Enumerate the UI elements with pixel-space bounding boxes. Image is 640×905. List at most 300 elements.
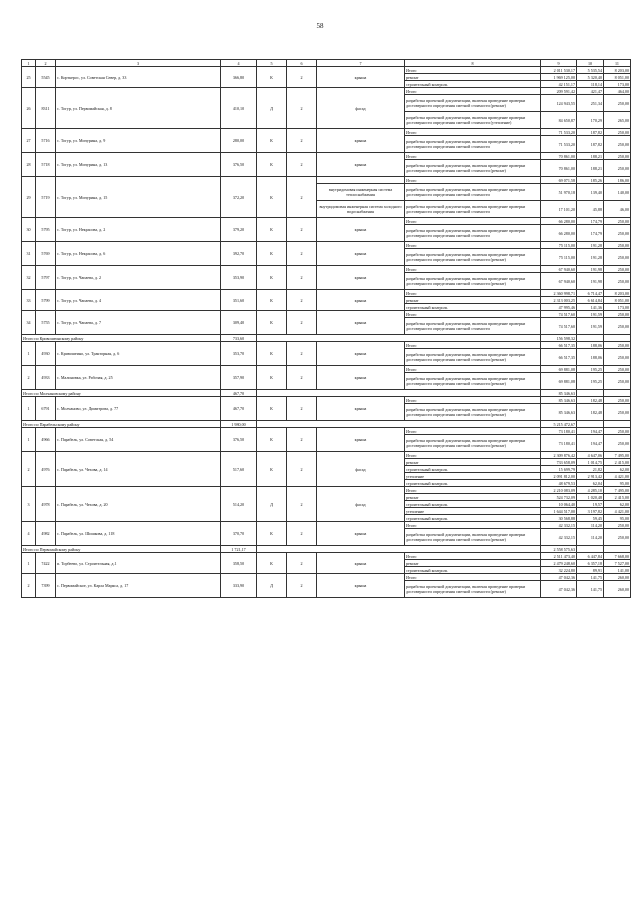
table-row <box>22 342 631 349</box>
table-row <box>22 311 631 318</box>
work-description: разработка проектной документации, включая проведение проверки достоверности определения сметной стоимости (ремонт) <box>405 349 541 366</box>
house-area: 379,20 <box>221 218 257 242</box>
header-cell: 9 <box>541 60 577 67</box>
table-row <box>22 153 631 160</box>
work-description: разработка проектной документации, включая проведение проверки достоверности определения сметной стоимости <box>405 225 541 242</box>
row-number: 31 <box>22 242 36 266</box>
house-address: с. Тогур, ул. Некрасова, д. 6 <box>56 242 221 266</box>
work-description: ремонт <box>405 494 541 501</box>
house-address: с. Тогур, ул. Чапаева, д. 4 <box>56 290 221 311</box>
work-description: Итого <box>405 266 541 273</box>
house-address: с. Тогур, ул. Первомайская, д. 8 <box>56 88 221 129</box>
empty-cell <box>257 390 541 397</box>
row-number: 29 <box>22 177 36 218</box>
cost-total: 2 210 083,09 <box>541 487 577 494</box>
limit-per-m2: 7 495,00 <box>604 487 631 494</box>
cost-per-m2: 195,25 <box>577 373 604 390</box>
work-type: крыша <box>317 342 405 366</box>
cost-per-m2: 182,48 <box>577 404 604 421</box>
material-code: К <box>257 452 287 487</box>
row-number: 1 <box>22 342 36 366</box>
floors-count: 2 <box>287 553 317 574</box>
work-description: Итого <box>405 311 541 318</box>
cost-per-m2: 114,20 <box>577 529 604 546</box>
capital-repair-table <box>21 59 631 598</box>
cost-per-m2: 195,25 <box>577 366 604 373</box>
empty-cell <box>604 421 631 428</box>
house-address: с. Молчаново, ул. Димитрова, д. 77 <box>56 397 221 421</box>
house-address: с. Первомайское, ул. Карла Маркса, д. 17 <box>56 574 221 598</box>
cost-per-m2: 174,79 <box>577 225 604 242</box>
floors-count: 2 <box>287 428 317 452</box>
work-description: разработка проектной документации, включая проведение проверки достоверности определения сметной стоимости (ремонт) <box>405 249 541 266</box>
district-total-label: Итого по Парабельскому району <box>22 421 221 428</box>
header-cell: 5 <box>257 60 287 67</box>
cost-total: 524 732,09 <box>541 494 577 501</box>
house-code: 7399 <box>36 574 56 598</box>
limit-per-m2: 250,00 <box>604 153 631 160</box>
cost-per-m2: 194,47 <box>577 428 604 435</box>
limit-per-m2: 250,00 <box>604 136 631 153</box>
cost-per-m2: 251,34 <box>577 95 604 112</box>
cost-total: 75 115,00 <box>541 249 577 266</box>
work-type: крыша <box>317 574 405 598</box>
house-area: 353,70 <box>221 342 257 366</box>
cost-per-m2: 5 535,54 <box>577 67 604 74</box>
cost-total: 73 180,41 <box>541 435 577 452</box>
cost-per-m2: 141,75 <box>577 574 604 581</box>
header-cell: 8 <box>405 60 541 67</box>
material-code: К <box>257 397 287 421</box>
work-type <box>317 177 405 184</box>
work-type: крыша <box>317 266 405 290</box>
floors-count: 2 <box>287 67 317 88</box>
house-code: 6791 <box>36 397 56 421</box>
district-total-sum: 85 346,63 <box>541 390 577 397</box>
house-code: 4976 <box>36 452 56 487</box>
cost-total: 47 995,46 <box>541 304 577 311</box>
cost-total: 1 969 125,00 <box>541 74 577 81</box>
district-total-sum: 156 598,32 <box>541 335 577 342</box>
limit-per-m2: 250,00 <box>604 129 631 136</box>
work-description: Итого <box>405 242 541 249</box>
cost-total: 2 011 530,17 <box>541 67 577 74</box>
table-row <box>22 487 631 494</box>
house-area: 333,90 <box>221 574 257 598</box>
floors-count: 2 <box>287 290 317 311</box>
table-row <box>22 242 631 249</box>
cost-per-m2: 19,57 <box>577 501 604 508</box>
house-area: 514,20 <box>221 487 257 522</box>
cost-total: 66 517,35 <box>541 349 577 366</box>
cost-total: 2 511 473,40 <box>541 553 577 560</box>
cost-total: 15 699,79 <box>541 466 577 473</box>
cost-total: 47 042,36 <box>541 574 577 581</box>
limit-per-m2: 141,00 <box>604 567 631 574</box>
cost-total: 69 881,08 <box>541 366 577 373</box>
cost-per-m2: 188,21 <box>577 160 604 177</box>
material-code: К <box>257 266 287 290</box>
work-description: строительный контроль <box>405 515 541 522</box>
house-address: с. Тогур, ул. Чапаева, д. 7 <box>56 311 221 335</box>
work-description: разработка проектной документации, включая проведение проверки достоверности определения сметной стоимости <box>405 201 541 218</box>
work-description: Итого <box>405 153 541 160</box>
material-code: Д <box>257 574 287 598</box>
floors-count: 2 <box>287 242 317 266</box>
work-description: Итого <box>405 428 541 435</box>
cost-per-m2: 118,14 <box>577 81 604 88</box>
floors-count: 2 <box>287 88 317 129</box>
house-area: 467,70 <box>221 397 257 421</box>
cost-total: 42 332,15 <box>541 529 577 546</box>
row-number: 1 <box>22 428 36 452</box>
cost-total: 71 533,20 <box>541 136 577 153</box>
work-type: фасад <box>317 487 405 522</box>
district-total-row <box>22 421 631 428</box>
empty-cell <box>604 335 631 342</box>
cost-per-m2: 6 614,84 <box>577 297 604 304</box>
limit-per-m2: 8 203,00 <box>604 67 631 74</box>
cost-per-m2: 4 647,06 <box>577 452 604 459</box>
cost-per-m2: 174,79 <box>577 218 604 225</box>
house-address: с. Парабель, ул. Чехова, д. 14 <box>56 452 221 487</box>
limit-per-m2: 46,00 <box>604 201 631 218</box>
limit-per-m2: 173,00 <box>604 304 631 311</box>
row-number: 2 <box>22 366 36 390</box>
work-description: Итого <box>405 574 541 581</box>
work-description: разработка проектной документации, включая проведение проверки достоверности определения сметной стоимости (ремонт) <box>405 273 541 290</box>
limit-per-m2: 173,00 <box>604 81 631 88</box>
cost-per-m2: 191,59 <box>577 318 604 335</box>
house-code: 5755 <box>36 311 56 335</box>
house-address: с. Корткерос, ул. Советская Север, д. 33 <box>56 67 221 88</box>
cost-total: 42 151,17 <box>541 81 577 88</box>
house-area: 357,90 <box>221 366 257 390</box>
work-type: крыша <box>317 522 405 546</box>
floors-count: 2 <box>287 218 317 242</box>
limit-per-m2: 95,00 <box>604 515 631 522</box>
work-type: фасад <box>317 88 405 129</box>
district-total-area: 733,60 <box>221 335 257 342</box>
floors-count: 2 <box>287 522 317 546</box>
cost-per-m2: 191,98 <box>577 273 604 290</box>
cost-total: 47 042,36 <box>541 581 577 598</box>
work-type: крыша <box>317 428 405 452</box>
work-description: Итого <box>405 397 541 404</box>
work-description: ремонт <box>405 74 541 81</box>
cost-per-m2: 5 320,40 <box>577 74 604 81</box>
cost-per-m2: 188,06 <box>577 349 604 366</box>
district-total-label: Итого по Молчановскому району <box>22 390 221 397</box>
cost-total: 67 940,60 <box>541 266 577 273</box>
work-description: строительный контроль <box>405 501 541 508</box>
work-description: Итого <box>405 553 541 560</box>
floors-count: 2 <box>287 574 317 598</box>
house-address: с. Тогур, ул. Мичурина, д. 13 <box>56 153 221 177</box>
limit-per-m2: 260,00 <box>604 581 631 598</box>
empty-cell <box>577 335 604 342</box>
cost-total: 30 568,88 <box>541 515 577 522</box>
work-description: утепление <box>405 473 541 480</box>
work-description: Итого <box>405 290 541 297</box>
empty-cell <box>257 421 541 428</box>
cost-total: 48 679,53 <box>541 480 577 487</box>
work-description: Итого <box>405 218 541 225</box>
cost-total: 66 280,00 <box>541 225 577 242</box>
limit-per-m2: 250,00 <box>604 225 631 242</box>
limit-per-m2: 250,00 <box>604 318 631 335</box>
material-code: К <box>257 153 287 177</box>
cost-total: 2 309 876,42 <box>541 452 577 459</box>
house-address: с. Малиновка, ул. Рабочая, д. 25 <box>56 366 221 390</box>
header-cell: 6 <box>287 60 317 67</box>
limit-per-m2: 250,00 <box>604 160 631 177</box>
work-description: строительный контроль <box>405 466 541 473</box>
limit-per-m2: 7 668,00 <box>604 553 631 560</box>
row-number: 25 <box>22 67 36 88</box>
header-cell: 7 <box>317 60 405 67</box>
house-address: с. Тогур, ул. Мичурина, д. 15 <box>56 177 221 218</box>
work-description: разработка проектной документации, включая проведение проверки достоверности определения сметной стоимости (ремонт) <box>405 435 541 452</box>
limit-per-m2: 62,00 <box>604 466 631 473</box>
house-address: с. Парабель, ул. Советская, д. 54 <box>56 428 221 452</box>
cost-per-m2: 2 913,42 <box>577 473 604 480</box>
work-type: крыша <box>317 242 405 266</box>
work-type: крыша <box>317 366 405 390</box>
limit-per-m2: 250,00 <box>604 435 631 452</box>
row-number: 4 <box>22 522 36 546</box>
cost-per-m2: 1 020,48 <box>577 494 604 501</box>
district-total-label: Итого по Кривошеинскому району <box>22 335 221 342</box>
work-description: разработка проектной документации, включая проведение проверки достоверности определения сметной стоимости (ремонт) <box>405 404 541 421</box>
floors-count: 2 <box>287 266 317 290</box>
floors-count: 2 <box>287 129 317 153</box>
limit-per-m2: 250,00 <box>604 522 631 529</box>
cost-per-m2: 45,88 <box>577 201 604 218</box>
limit-per-m2: 2 415,00 <box>604 459 631 466</box>
floors-count: 2 <box>287 397 317 421</box>
cost-total: 69 881,08 <box>541 373 577 390</box>
work-description: утепление <box>405 508 541 515</box>
cost-total: 2 091 812,00 <box>541 473 577 480</box>
cost-total: 42 332,15 <box>541 522 577 529</box>
house-address: п. Торбеево, ул. Строительная, д.1 <box>56 553 221 574</box>
cost-per-m2: 188,21 <box>577 153 604 160</box>
cost-total: 69 071,58 <box>541 177 577 184</box>
table-row <box>22 574 631 581</box>
limit-per-m2: 62,00 <box>604 501 631 508</box>
district-total-area: 467,70 <box>221 390 257 397</box>
house-code: 5719 <box>36 177 56 218</box>
limit-per-m2: 250,00 <box>604 342 631 349</box>
row-number: 3 <box>22 487 36 522</box>
work-description: разработка проектной документации, включая проведение проверки достоверности определения сметной стоимости (ремонт) <box>405 581 541 598</box>
work-type: фасад <box>317 452 405 487</box>
house-area: 351,60 <box>221 290 257 311</box>
table-row <box>22 88 631 95</box>
house-area: 353,90 <box>221 266 257 290</box>
cost-per-m2: 89,91 <box>577 567 604 574</box>
work-description: Итого <box>405 177 541 184</box>
limit-per-m2: 186,00 <box>604 177 631 184</box>
house-address: с. Парабель, ул. Шишкова, д. 118 <box>56 522 221 546</box>
table-row <box>22 366 631 373</box>
work-description: Итого <box>405 342 541 349</box>
work-description: ремонт <box>405 459 541 466</box>
cost-total: 85 346,63 <box>541 404 577 421</box>
empty-cell <box>577 546 604 553</box>
empty-cell <box>604 546 631 553</box>
cost-total: 32 224,80 <box>541 567 577 574</box>
limit-per-m2: 250,00 <box>604 218 631 225</box>
district-total-row <box>22 546 631 553</box>
house-code: 5769 <box>36 242 56 266</box>
material-code: К <box>257 218 287 242</box>
house-area: 376,50 <box>221 153 257 177</box>
table-row <box>22 177 631 184</box>
work-type: крыша <box>317 67 405 88</box>
house-area: 517,60 <box>221 452 257 487</box>
table-row <box>22 553 631 560</box>
header-cell: 4 <box>221 60 257 67</box>
work-description: строительный контроль <box>405 567 541 574</box>
house-address: с. Кривошеино, ул. Тракторная, д. 6 <box>56 342 221 366</box>
work-description: Итого <box>405 452 541 459</box>
work-description: разработка проектной документации, включая проведение проверки достоверности определения сметной стоимости <box>405 318 541 335</box>
work-type: внутридомовая инженерная система холодного водоснабжения <box>317 201 405 218</box>
limit-per-m2: 7 527,00 <box>604 560 631 567</box>
cost-per-m2: 6 357,18 <box>577 560 604 567</box>
cost-total: 209 591,42 <box>541 88 577 95</box>
house-area: 370,70 <box>221 522 257 546</box>
cost-total: 124 943,55 <box>541 95 577 112</box>
work-description: разработка проектной документации, включая проведение проверки достоверности определения сметной стоимости (ремонт) <box>405 160 541 177</box>
work-description: Итого <box>405 487 541 494</box>
row-number: 34 <box>22 311 36 335</box>
table-row <box>22 452 631 459</box>
cost-total: 70 861,00 <box>541 153 577 160</box>
cost-per-m2: 170,29 <box>577 112 604 129</box>
work-description: Итого <box>405 67 541 74</box>
limit-per-m2: 250,00 <box>604 404 631 421</box>
limit-per-m2: 250,00 <box>604 242 631 249</box>
house-code: 5797 <box>36 266 56 290</box>
house-area: 372,20 <box>221 177 257 218</box>
house-area: 309,40 <box>221 311 257 335</box>
cost-per-m2: 191,28 <box>577 249 604 266</box>
house-area: 366,80 <box>221 67 257 88</box>
work-description: разработка проектной документации, включая проведение проверки достоверности определения сметной стоимости <box>405 136 541 153</box>
house-code: 5545 <box>36 67 56 88</box>
floors-count: 2 <box>287 487 317 522</box>
cost-per-m2: 3 197,82 <box>577 508 604 515</box>
work-type: крыша <box>317 290 405 311</box>
limit-per-m2: 250,00 <box>604 529 631 546</box>
limit-per-m2: 8 203,00 <box>604 290 631 297</box>
cost-per-m2: 191,98 <box>577 266 604 273</box>
cost-per-m2: 182,48 <box>577 397 604 404</box>
page-number: 58 <box>316 22 324 30</box>
material-code: Д <box>257 88 287 129</box>
floors-count: 2 <box>287 342 317 366</box>
row-number: 1 <box>22 397 36 421</box>
cost-per-m2: 59,45 <box>577 515 604 522</box>
cost-per-m2: 139,40 <box>577 184 604 201</box>
limit-per-m2: 95,00 <box>604 480 631 487</box>
material-code: Д <box>257 487 287 522</box>
row-number: 33 <box>22 290 36 311</box>
row-number: 26 <box>22 88 36 129</box>
work-description: строительный контроль <box>405 81 541 88</box>
limit-per-m2: 250,00 <box>604 249 631 266</box>
cost-total: 85 346,63 <box>541 397 577 404</box>
house-address: с. Тогур, ул. Некрасова, д. 2 <box>56 218 221 242</box>
district-total-row <box>22 390 631 397</box>
cost-total: 2 479 248,60 <box>541 560 577 567</box>
cost-total: 70 861,00 <box>541 160 577 177</box>
empty-cell <box>257 335 541 342</box>
work-description: разработка проектной документации, включая проведение проверки достоверности определения сметной стоимости <box>405 184 541 201</box>
material-code: К <box>257 428 287 452</box>
work-description: Итого <box>405 129 541 136</box>
cost-total: 51 970,18 <box>541 184 577 201</box>
work-description: строительный контроль <box>405 480 541 487</box>
cost-per-m2: 191,28 <box>577 242 604 249</box>
work-type: крыша <box>317 397 405 421</box>
work-description: строительный контроль <box>405 304 541 311</box>
work-type: крыша <box>317 218 405 242</box>
floors-count: 2 <box>287 153 317 177</box>
limit-per-m2: 464,00 <box>604 88 631 95</box>
floors-count: 2 <box>287 311 317 335</box>
header-cell: 3 <box>56 60 221 67</box>
house-code: 7422 <box>36 553 56 574</box>
district-total-sum: 5 215 472,67 <box>541 421 577 428</box>
house-code: 5795 <box>36 218 56 242</box>
work-description: разработка проектной документации, включая проведение проверки достоверности определения сметной стоимости (ремонт) <box>405 529 541 546</box>
cost-total: 17 101,20 <box>541 201 577 218</box>
cost-per-m2: 141,75 <box>577 581 604 598</box>
cost-total: 73 180,41 <box>541 428 577 435</box>
header-cell: 1 <box>22 60 36 67</box>
header-row <box>22 60 631 67</box>
cost-total: 67 940,60 <box>541 273 577 290</box>
limit-per-m2: 2 415,00 <box>604 494 631 501</box>
cost-per-m2: 187,82 <box>577 136 604 153</box>
house-code: 8311 <box>36 88 56 129</box>
work-description: ремонт <box>405 297 541 304</box>
cost-per-m2: 4 285,10 <box>577 487 604 494</box>
house-code: 5718 <box>36 153 56 177</box>
table-row <box>22 266 631 273</box>
floors-count: 2 <box>287 452 317 487</box>
cost-total: 66 517,35 <box>541 342 577 349</box>
cost-per-m2: 185,26 <box>577 177 604 184</box>
material-code: К <box>257 342 287 366</box>
cost-total: 2 360 998,71 <box>541 290 577 297</box>
row-number: 1 <box>22 553 36 574</box>
house-area: 358,50 <box>221 553 257 574</box>
empty-cell <box>577 390 604 397</box>
cost-total: 2 313 003,25 <box>541 297 577 304</box>
work-description: ремонт <box>405 560 541 567</box>
table-row <box>22 397 631 404</box>
floors-count: 2 <box>287 177 317 218</box>
cost-per-m2: 194,47 <box>577 435 604 452</box>
row-number: 28 <box>22 153 36 177</box>
limit-per-m2: 250,00 <box>604 273 631 290</box>
limit-per-m2: 140,00 <box>604 184 631 201</box>
